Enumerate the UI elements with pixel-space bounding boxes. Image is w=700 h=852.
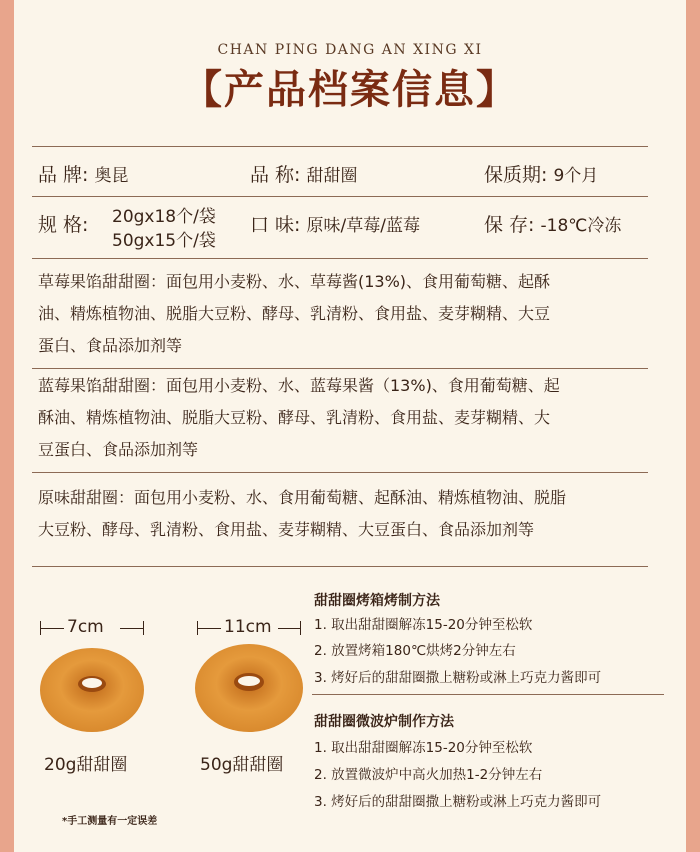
page-title: 【产品档案信息】 [182, 67, 518, 113]
name-label: 品 称: [250, 164, 301, 186]
divider [32, 472, 648, 473]
name-row [250, 160, 358, 187]
divider [32, 258, 648, 259]
flavor-value: 原味/草莓/蓝莓 [306, 216, 420, 236]
large-donut-size: 11cm [224, 617, 272, 637]
divider [312, 694, 664, 695]
shelf-label: 保质期: [484, 164, 548, 186]
spec-value-1: 20gx18个/袋 [112, 207, 216, 227]
dimension-tick [300, 621, 301, 635]
flavor-row [250, 210, 420, 237]
spec-values [112, 205, 216, 253]
dimension-line [40, 628, 64, 629]
pinyin-subtitle: CHAN PING DANG AN XING XI [217, 42, 483, 58]
oven-step: 2. 放置烤箱180℃烘烤2分钟左右 [314, 643, 516, 659]
brand-label: 品 牌: [38, 164, 89, 186]
name-value: 甜甜圈 [306, 166, 358, 186]
ingredients-line: 大豆粉、酵母、乳清粉、食用盐、麦芽糊精、大豆蛋白、食品添加剂等 [38, 520, 535, 539]
ingredients-original [38, 482, 648, 546]
dimension-line [120, 628, 144, 629]
small-donut-size: 7cm [67, 617, 104, 637]
brand-row [38, 160, 129, 187]
dimension-line [278, 628, 300, 629]
divider [32, 146, 648, 147]
spec-value-2: 50gx15个/袋 [112, 231, 216, 251]
storage-value: -18℃冷冻 [540, 216, 622, 236]
dimension-line [197, 628, 221, 629]
storage-row [484, 210, 621, 237]
ingredients-line: 油、精炼植物油、脱脂大豆粉、酵母、乳清粉、食用盐、麦芽糊精、大豆 [38, 304, 551, 323]
dimension-tick [143, 621, 144, 635]
ingredients-line: 原味甜甜圈：面包用小麦粉、水、食用葡萄糖、起酥油、精炼植物油、脱脂 [38, 488, 567, 507]
storage-label: 保 存: [484, 214, 535, 236]
microwave-step: 3. 烤好后的甜甜圈撒上糖粉或淋上巧克力酱即可 [314, 794, 602, 810]
divider [32, 566, 648, 567]
ingredients-line: 蓝莓果馅甜甜圈：面包用小麦粉、水、蓝莓果酱（13%)、食用葡萄糖、起 [38, 376, 560, 395]
brand-value: 奥昆 [94, 166, 129, 186]
divider [32, 368, 648, 369]
small-donut-image [36, 644, 148, 734]
microwave-step: 1. 取出甜甜圈解冻15-20分钟至松软 [314, 740, 533, 756]
spec-label: 规 格: [38, 214, 89, 236]
ingredients-strawberry [38, 266, 648, 362]
shelf-row [484, 160, 598, 187]
oven-step: 1. 取出甜甜圈解冻15-20分钟至松软 [314, 617, 533, 633]
ingredients-line: 酥油、精炼植物油、脱脂大豆粉、酵母、乳清粉、食用盐、麦芽糊精、大 [38, 408, 551, 427]
large-donut-image [192, 640, 306, 734]
divider [32, 196, 648, 197]
measurement-note: *手工测量有一定误差 [62, 816, 158, 827]
microwave-method-title: 甜甜圈微波炉制作方法 [314, 714, 454, 730]
flavor-label: 口 味: [250, 214, 301, 236]
microwave-step: 2. 放置微波炉中高火加热1-2分钟左右 [314, 767, 543, 783]
shelf-value: 9个月 [553, 166, 599, 186]
ingredients-line: 蛋白、食品添加剂等 [38, 336, 183, 355]
ingredients-line: 豆蛋白、食品添加剂等 [38, 440, 199, 459]
large-donut-label: 50g甜甜圈 [200, 755, 284, 775]
oven-method-title: 甜甜圈烤箱烤制方法 [314, 593, 440, 609]
oven-step: 3. 烤好后的甜甜圈撒上糖粉或淋上巧克力酱即可 [314, 670, 602, 686]
small-donut-label: 20g甜甜圈 [44, 755, 128, 775]
ingredients-line: 草莓果馅甜甜圈：面包用小麦粉、水、草莓酱(13%)、食用葡萄糖、起酥 [38, 272, 551, 291]
ingredients-blueberry [38, 370, 648, 466]
